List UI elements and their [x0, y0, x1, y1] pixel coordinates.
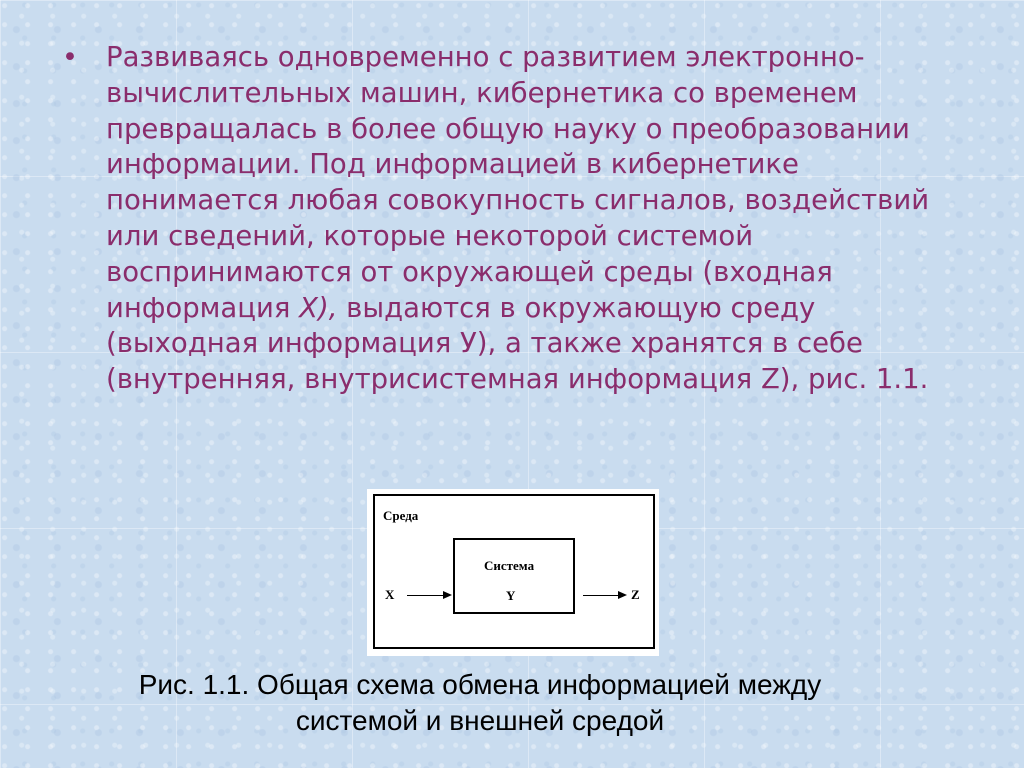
bullet-marker: •: [62, 42, 78, 73]
system-label: Система: [484, 558, 535, 573]
input-label: X: [385, 587, 395, 602]
input-arrow-line: [407, 595, 443, 596]
bullet-text: [106, 40, 956, 398]
output-arrow-icon: [618, 591, 627, 599]
caption-line-1: Рис. 1.1. Общая схема обмена информацией между: [138, 669, 822, 700]
output-label: Z: [631, 587, 640, 602]
inner-information-label: Y: [506, 588, 516, 603]
bullet-paragraph: [62, 40, 962, 398]
bullet-text-part-2: выдаются в окружающую среду (выходная информация У), а также хранятся в себе (внутренняя, внутрисистемная информация Z), рис. 1.1.: [106, 291, 929, 396]
output-arrow-line: [583, 595, 619, 596]
environment-label: Среда: [383, 508, 419, 523]
figure-caption: [0, 667, 960, 739]
bullet-text-part-1: Развиваясь одновременно с развитием электронно-вычислительных машин, кибернетика со временем превращалась в более общую науку о преобразовании информации. Под информацией в кибернетике понимается любая совокупность сигналов, воздействий или сведений, которые некоторой системой воспринимаются от окружающей среды (входная информация: [106, 41, 930, 324]
system-environment-diagram: [367, 489, 659, 656]
bullet-text-italic: X),: [299, 291, 338, 324]
input-arrow-icon: [443, 591, 452, 599]
caption-line-2: системой и внешней средой: [295, 705, 665, 736]
